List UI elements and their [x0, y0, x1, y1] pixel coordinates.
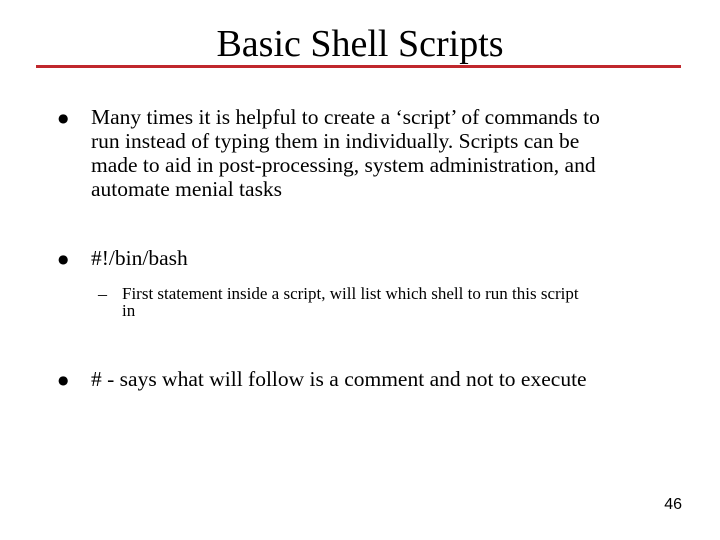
bullet-1-line-3: made to aid in post-processing, system administration, and	[91, 153, 596, 177]
slide-title: Basic Shell Scripts	[216, 23, 504, 65]
bullet-marker-2: ●	[58, 252, 69, 266]
bullet-2: #!/bin/bash	[91, 246, 188, 270]
bullet-1-line-1: Many times it is helpful to create a ‘script’ of commands to	[91, 105, 600, 129]
bullet-3: # - says what will follow is a comment and not to execute	[91, 367, 587, 391]
sub-bullet-marker: –	[98, 284, 107, 304]
bullet-1	[91, 105, 691, 201]
bullet-marker-3: ●	[58, 373, 69, 387]
sub-bullet	[122, 285, 682, 319]
bullet-marker-1: ●	[58, 111, 69, 125]
page-number: 46	[664, 496, 682, 513]
sub-bullet-line-2: in	[122, 301, 136, 320]
title-underline	[36, 65, 681, 68]
bullet-1-line-4: automate menial tasks	[91, 177, 283, 201]
bullet-1-line-2: run instead of typing them in individually. Scripts can be	[91, 129, 580, 153]
sub-bullet-line-1: First statement inside a script, will list which shell to run this script	[122, 284, 579, 303]
